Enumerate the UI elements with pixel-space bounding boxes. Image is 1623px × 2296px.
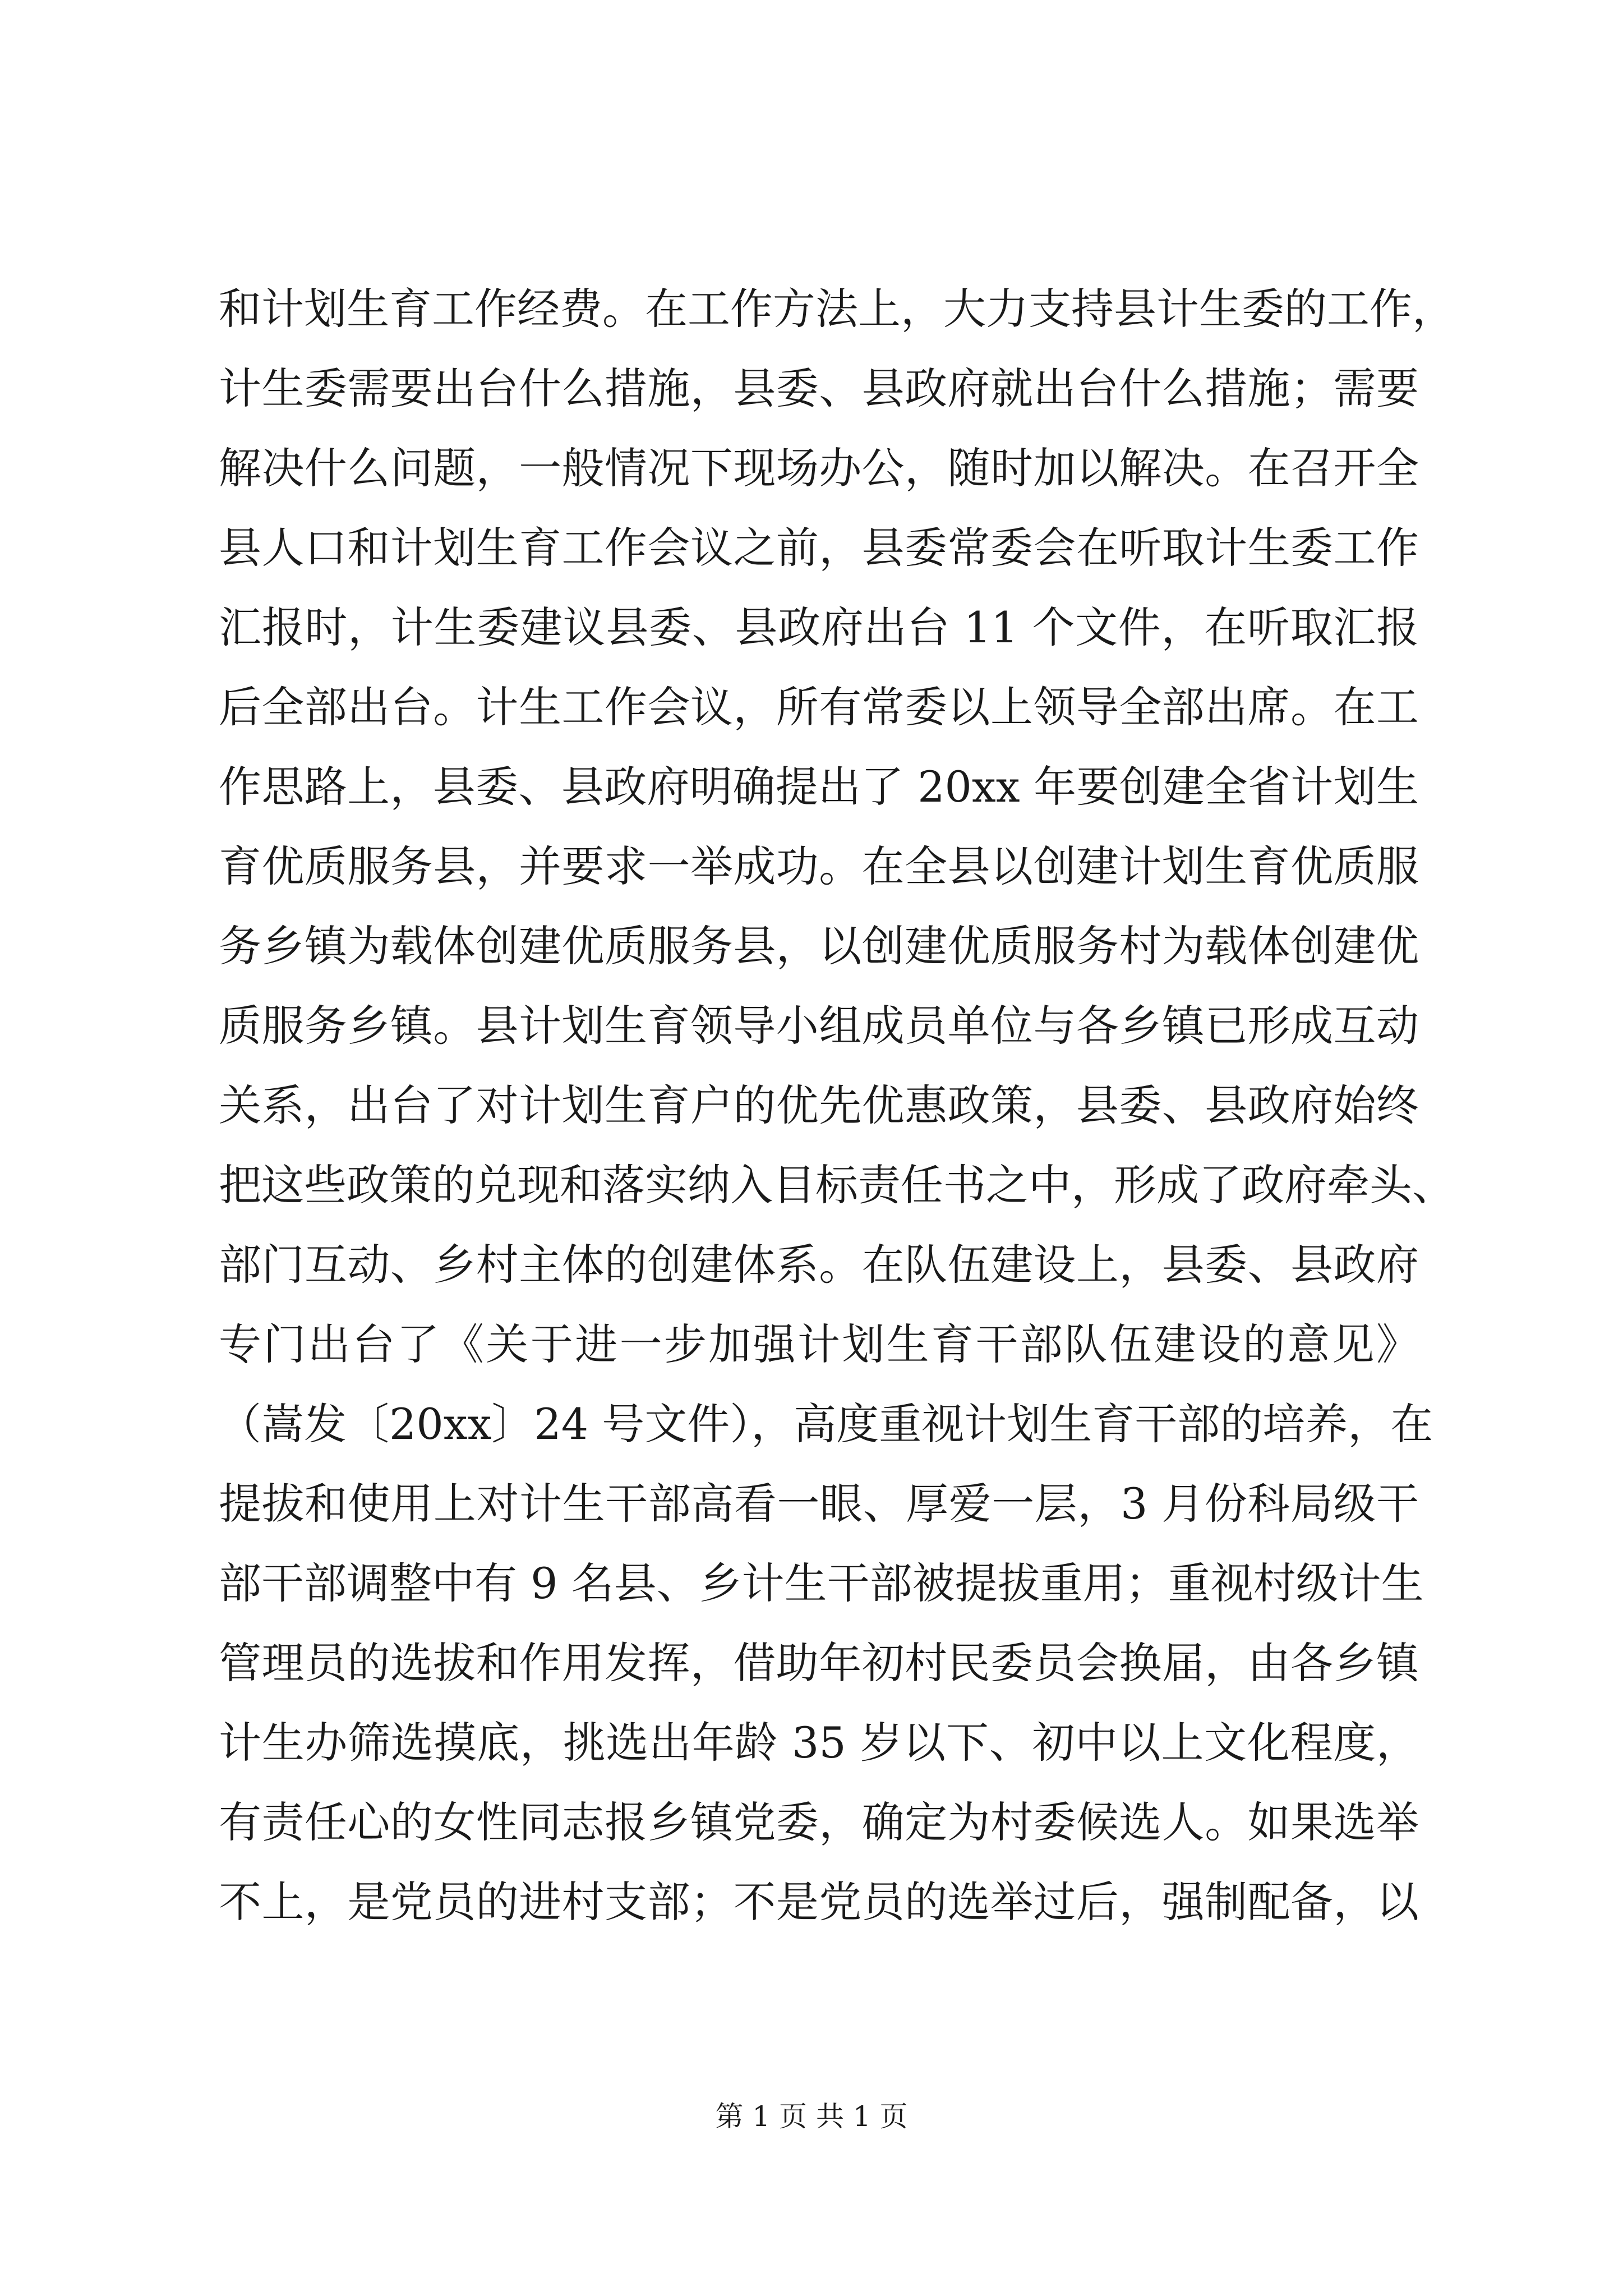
text-line: 作思路上，县委、县政府明确提出了 20xx 年要创建全省计划生	[219, 762, 1419, 812]
body-text	[219, 269, 1455, 1942]
text-line: 和计划生育工作经费。在工作方法上，大力支持县计生委的工作，	[219, 284, 1455, 334]
text-line: 关系，出台了对计划生育户的优先优惠政策，县委、县政府始终	[219, 1080, 1419, 1130]
text-line: 质服务乡镇。县计划生育领导小组成员单位与各乡镇已形成互动	[219, 1001, 1419, 1051]
text-line: 县人口和计划生育工作会议之前，县委常委会在听取计生委工作	[219, 523, 1419, 573]
text-line: （嵩发〔20xx〕24 号文件），高度重视计划生育干部的培养，在	[219, 1399, 1433, 1449]
text-line: 解决什么问题，一般情况下现场办公，随时加以解决。在召开全	[219, 443, 1419, 493]
text-line: 计生委需要出台什么措施，县委、县政府就出台什么措施；需要	[219, 364, 1419, 413]
text-line: 汇报时，计生委建议县委、县政府出台 11 个文件，在听取汇报	[219, 602, 1419, 652]
text-line: 管理员的选拔和作用发挥，借助年初村民委员会换届，由各乡镇	[219, 1638, 1419, 1688]
text-line: 把这些政策的兑现和落实纳入目标责任书之中，形成了政府牵头、	[219, 1160, 1455, 1210]
text-line: 有责任心的女性同志报乡镇党委，确定为村委候选人。如果选举	[219, 1797, 1419, 1847]
text-line: 务乡镇为载体创建优质服务县，以创建优质服务村为载体创建优	[219, 921, 1419, 971]
text-line: 提拔和使用上对计生干部高看一眼、厚爱一层，3 月份科局级干	[219, 1479, 1419, 1529]
text-line: 计生办筛选摸底，挑选出年龄 35 岁以下、初中以上文化程度，	[219, 1718, 1419, 1768]
text-line: 不上，是党员的进村支部；不是党员的选举过后，强制配备，以	[219, 1877, 1419, 1927]
text-line: 部干部调整中有 9 名县、乡计生干部被提拔重用；重视村级计生	[219, 1558, 1424, 1608]
text-line: 后全部出台。计生工作会议，所有常委以上领导全部出席。在工	[219, 682, 1419, 732]
page-footer: 第 1 页 共 1 页	[715, 2100, 908, 2133]
text-line: 专门出台了《关于进一步加强计划生育干部队伍建设的意见》	[219, 1319, 1419, 1369]
text-line: 部门互动、乡村主体的创建体系。在队伍建设上，县委、县政府	[219, 1240, 1419, 1290]
text-line: 育优质服务县，并要求一举成功。在全县以创建计划生育优质服	[219, 841, 1419, 891]
